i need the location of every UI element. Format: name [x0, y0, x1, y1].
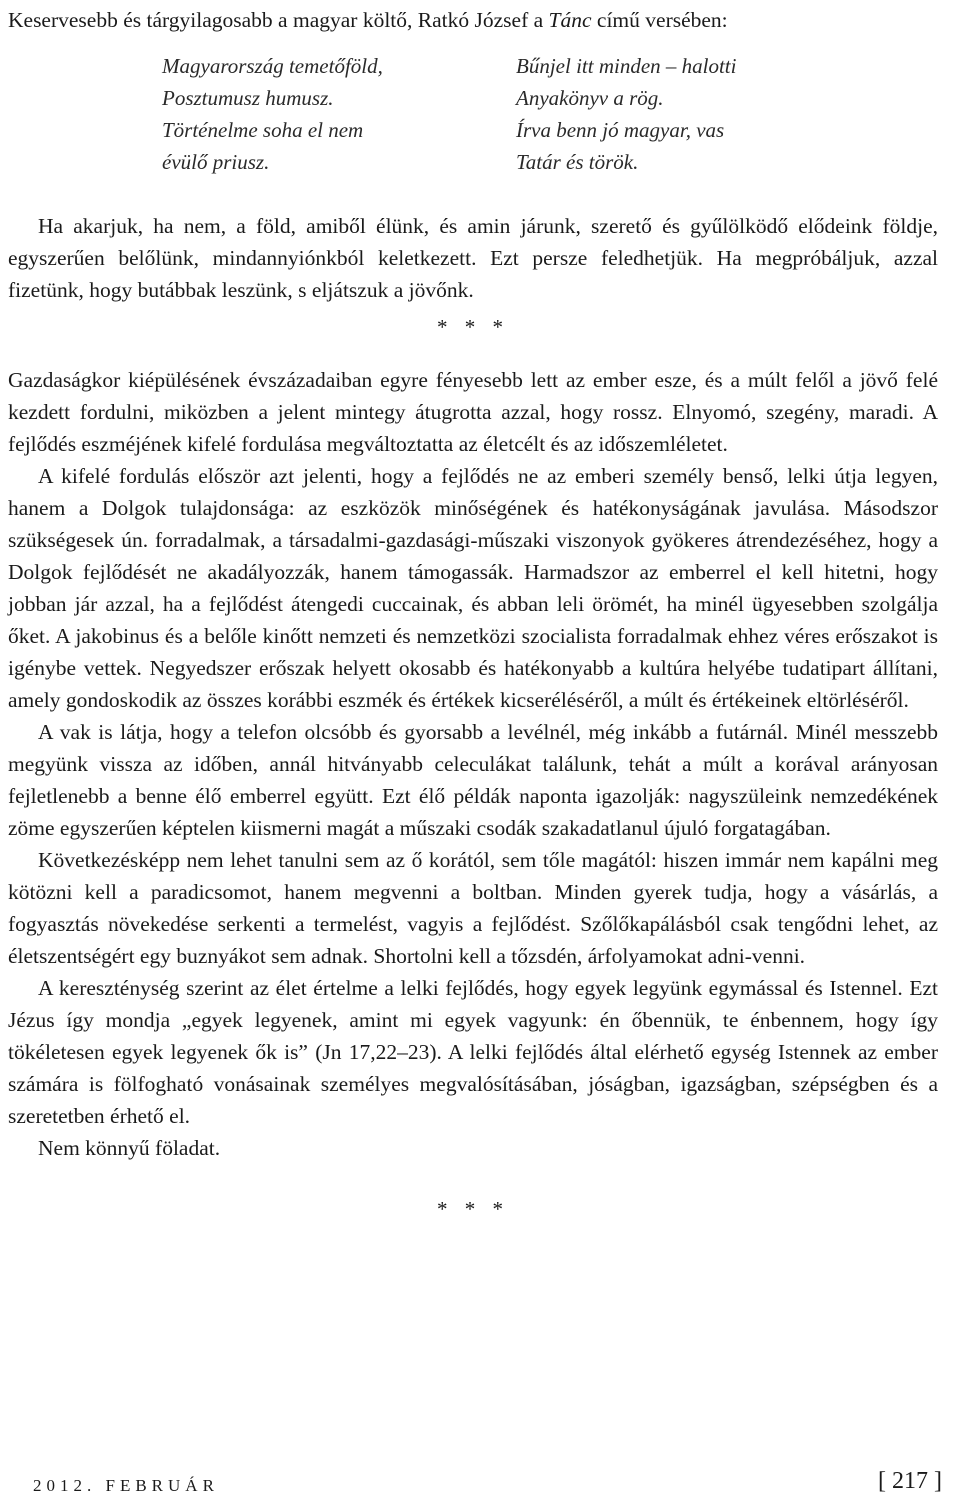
section-separator: * * *: [437, 315, 509, 339]
page-number: [ 217 ]: [878, 1468, 942, 1494]
poem-line: Írva benn jó magyar, vas: [516, 118, 725, 142]
issue-date: 2012. FEBRUÁR: [33, 1476, 219, 1495]
poem-title: Tánc: [548, 8, 592, 32]
paragraph: Nem könnyű föladat.: [38, 1136, 221, 1160]
poem-line: Magyarország temetőföld,: [162, 54, 383, 78]
page-body: [8, 0, 938, 1224]
poem-left-column: [162, 50, 383, 178]
page-footer: [0, 1468, 942, 1508]
intro-line: [8, 4, 938, 36]
intro-text-after: című versében:: [591, 8, 728, 32]
poem-line: Anyakönyv a rög.: [516, 86, 664, 110]
poem-line: Történelme soha el nem: [162, 118, 364, 142]
poem-line: Posztumusz humusz.: [162, 86, 334, 110]
paragraph: A kereszténység szerint az élet értelme a lelki fejlődés, hogy egyek legyünk egymással és Istennel. Ezt Jézus így mondja „egyek legyenek, amint mi egyek vagyunk: én őbennük, te énbennem, hogy így tökéletesen egyek legyenek ők is” (Jn 17,22–23). A lelki fejlődés által elérhető egység Istennek az ember számára is fölfogható vonásainak személyes megvalósításában, jóságban, igazságban, szépségben és a szeretetben érhető el.: [8, 976, 938, 1128]
poem-line: Tatár és török.: [516, 150, 639, 174]
paragraph: Gazdaságkor kiépülésének évszázadaiban egyre fényesebb lett az ember esze, és a múlt felől a jövő felé kezdett fordulni, miközben a jelent mintegy átugrotta azzal, hogy rossz. Elnyomó, szegény, maradi. A fejlődés eszméjének kifelé fordulása megváltoztatta az életcélt és az időszemléletet.: [8, 368, 938, 456]
paragraph: A vak is látja, hogy a telefon olcsóbb és gyorsabb a levélnél, még inkább a futárnál. Minél messzebb megyünk vissza az időben, annál hitványabb celeculákat találunk, tehát a múlt a korával arányosan fejletlenebb a benne élő emberrel együtt. Ezt élő példák naponta igazolják: nagyszüleink nemzedékének zöme egyszerűen képtelen kiismerni magát a műszaki csodák szakadatlanul újuló forgatagában.: [8, 720, 938, 840]
poem-right-column: [516, 50, 736, 178]
section-two: [8, 364, 938, 1164]
section-separator: * * *: [437, 1197, 509, 1221]
poem-line: évülő priusz.: [162, 150, 270, 174]
paragraph: A kifelé fordulás először azt jelenti, hogy a fejlődés ne az emberi személy benső, lelki útja legyen, hanem a Dolgok tulajdonsága: az eszközök minőségének és hatékonyságának javulása. Másodszor szükségesek ún. forradalmak, a társadalmi-gazdasági-műszaki viszonyok gyökeres átrendezéséhez, hogy a Dolgok fejlődését ne akadályozzák, hanem támogassák. Harmadszor az emberrel el kell hitetni, hogy jobban jár azzal, ha a fejlődést átengedi cuccainak, és abban leli örömét, ha minél ügyesebben szolgálja őket. A jakobinus és a belőle kinőtt nemzeti és nemzetközi szocialista forradalmak ehhez véres erőszakot is igénybe vettek. Negyedszer erőszak helyett okosabb és hatékonyabb a kultúra helyébe tudatipart állítani, amely gondoskodik az összes korábbi eszmék és értékek kicseréléséről, a múlt és értékeinek eltörléséről.: [8, 464, 938, 712]
section-one: [8, 210, 938, 306]
paragraph: Következésképp nem lehet tanulni sem az ő korától, sem tőle magától: hiszen immár nem kapálni meg kötözni kell a paradicsomot, hanem megvenni a boltban. Minden gyerek tudja, hogy a vásárlás, a fogyasztás növekedése serkenti a termelést, vagyis a fejlődést. Szőlőkapálásból csak tengődni lehet, az életszentségért egy buznyákot sem adnak. Shortolni kell a tőzsdén, árfolyamokat adni-venni.: [8, 848, 938, 968]
poem-line: Bűnjel itt minden – halotti: [516, 54, 737, 78]
paragraph: Ha akarjuk, ha nem, a föld, amiből élünk, és amin járunk, szerető és gyűlölködő elődeink földje, egyszerűen belőlünk, mindannyiónkból keletkezett. Ezt persze feledhetjük. Ha megpróbáljuk, azzal fizetünk, hogy butábbak leszünk, s eljátszuk a jövőnk.: [8, 214, 938, 302]
poem-quote: [8, 50, 938, 178]
intro-text-before: Keservesebb és tárgyilagosabb a magyar költő, Ratkó József a: [8, 8, 549, 32]
